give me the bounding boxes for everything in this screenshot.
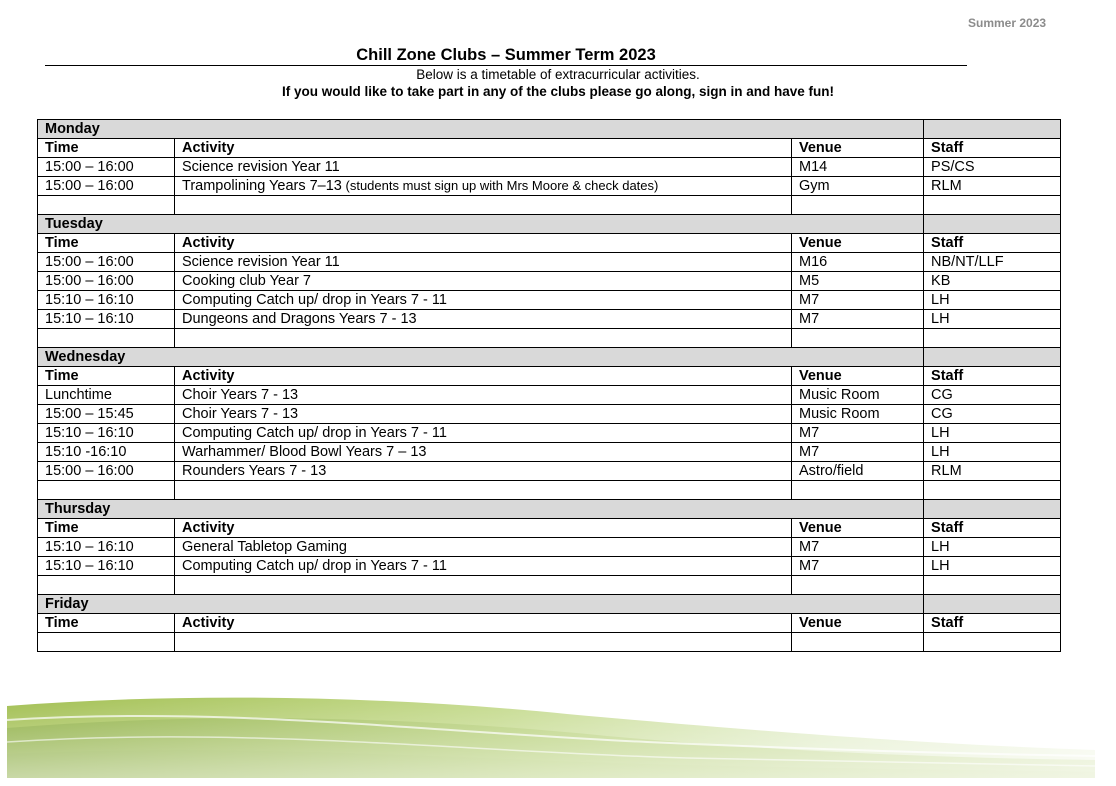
day-header-wednesday [38, 348, 1061, 367]
column-header-venue: Venue [792, 519, 924, 538]
time-cell: 15:10 – 16:10 [38, 557, 175, 576]
day-name: Monday [38, 120, 924, 139]
staff-cell: LH [924, 443, 1061, 462]
venue-cell: Music Room [792, 405, 924, 424]
staff-cell: KB [924, 272, 1061, 291]
time-cell: 15:00 – 16:00 [38, 158, 175, 177]
empty-row [38, 329, 1061, 348]
time-cell: Lunchtime [38, 386, 175, 405]
staff-cell: PS/CS [924, 158, 1061, 177]
instruction-text: If you would like to take part in any of the clubs please go along, sign in and have fun! [281, 84, 835, 99]
column-header-row [38, 614, 1061, 633]
table-row [38, 177, 1061, 196]
activity-cell: Choir Years 7 - 13 [175, 386, 792, 405]
column-header-staff: Staff [924, 139, 1061, 158]
time-cell: 15:00 – 16:00 [38, 177, 175, 196]
staff-cell: RLM [924, 177, 1061, 196]
column-header-time: Time [38, 139, 175, 158]
staff-cell: LH [924, 538, 1061, 557]
table-row [38, 424, 1061, 443]
column-header-venue: Venue [792, 139, 924, 158]
column-header-activity: Activity [175, 139, 792, 158]
time-cell: 15:10 – 16:10 [38, 538, 175, 557]
venue-cell: M7 [792, 424, 924, 443]
column-header-staff: Staff [924, 519, 1061, 538]
empty-row [38, 196, 1061, 215]
time-cell: 15:00 – 16:00 [38, 462, 175, 481]
header-tag: Summer 2023 [968, 16, 1047, 30]
column-header-time: Time [38, 519, 175, 538]
table-row [38, 538, 1061, 557]
time-cell: 15:10 -16:10 [38, 443, 175, 462]
venue-cell: M7 [792, 557, 924, 576]
activity-cell: General Tabletop Gaming [175, 538, 792, 557]
venue-cell: M14 [792, 158, 924, 177]
table-row [38, 253, 1061, 272]
empty-row [38, 576, 1061, 595]
column-header-time: Time [38, 367, 175, 386]
empty-row [38, 481, 1061, 500]
column-header-time: Time [38, 234, 175, 253]
column-header-venue: Venue [792, 367, 924, 386]
table-row [38, 386, 1061, 405]
activity-note: (students must sign up with Mrs Moore & check dates) [341, 178, 659, 193]
day-name: Thursday [38, 500, 924, 519]
activity-cell [175, 177, 792, 196]
activity-cell: Rounders Years 7 - 13 [175, 462, 792, 481]
day-header-monday [38, 120, 1061, 139]
time-cell: 15:10 – 16:10 [38, 310, 175, 329]
activity-cell: Cooking club Year 7 [175, 272, 792, 291]
day-name: Friday [38, 595, 924, 614]
venue-cell: M7 [792, 291, 924, 310]
timetable [37, 119, 1061, 652]
day-name: Tuesday [38, 215, 924, 234]
staff-cell: RLM [924, 462, 1061, 481]
table-row [38, 310, 1061, 329]
activity-cell: Science revision Year 11 [175, 253, 792, 272]
staff-cell: CG [924, 386, 1061, 405]
column-header-activity: Activity [175, 367, 792, 386]
staff-cell: LH [924, 424, 1061, 443]
table-row [38, 272, 1061, 291]
activity-cell: Science revision Year 11 [175, 158, 792, 177]
table-row [38, 443, 1061, 462]
column-header-staff: Staff [924, 234, 1061, 253]
activity-cell: Computing Catch up/ drop in Years 7 - 11 [175, 291, 792, 310]
time-cell: 15:00 – 16:00 [38, 253, 175, 272]
column-header-venue: Venue [792, 614, 924, 633]
activity-cell: Computing Catch up/ drop in Years 7 - 11 [175, 557, 792, 576]
day-header-thursday [38, 500, 1061, 519]
column-header-row [38, 367, 1061, 386]
time-cell: 15:00 – 16:00 [38, 272, 175, 291]
venue-cell: M7 [792, 443, 924, 462]
time-cell: 15:10 – 16:10 [38, 424, 175, 443]
venue-cell: M16 [792, 253, 924, 272]
column-header-activity: Activity [175, 519, 792, 538]
column-header-row [38, 234, 1061, 253]
activity-cell: Choir Years 7 - 13 [175, 405, 792, 424]
staff-cell: NB/NT/LLF [924, 253, 1061, 272]
page-subtitle: Below is a timetable of extracurricular activities. [416, 67, 700, 82]
venue-cell: M7 [792, 538, 924, 557]
venue-cell: M7 [792, 310, 924, 329]
column-header-activity: Activity [175, 234, 792, 253]
activity-text: Trampolining Years 7–13 [182, 178, 342, 194]
activity-cell: Dungeons and Dragons Years 7 - 13 [175, 310, 792, 329]
day-header-tuesday [38, 215, 1061, 234]
venue-cell: Astro/field [792, 462, 924, 481]
empty-row [38, 633, 1061, 652]
column-header-time: Time [38, 614, 175, 633]
table-row [38, 557, 1061, 576]
column-header-staff: Staff [924, 614, 1061, 633]
time-cell: 15:00 – 15:45 [38, 405, 175, 424]
column-header-row [38, 139, 1061, 158]
staff-cell: LH [924, 310, 1061, 329]
activity-cell: Warhammer/ Blood Bowl Years 7 – 13 [175, 443, 792, 462]
activity-cell: Computing Catch up/ drop in Years 7 - 11 [175, 424, 792, 443]
venue-cell: M5 [792, 272, 924, 291]
staff-cell: LH [924, 557, 1061, 576]
table-row [38, 291, 1061, 310]
venue-cell: Music Room [792, 386, 924, 405]
green-wave-decoration [7, 692, 1095, 778]
time-cell: 15:10 – 16:10 [38, 291, 175, 310]
table-row [38, 158, 1061, 177]
column-header-staff: Staff [924, 367, 1061, 386]
staff-cell: CG [924, 405, 1061, 424]
table-row [38, 462, 1061, 481]
venue-cell: Gym [792, 177, 924, 196]
column-header-row [38, 519, 1061, 538]
table-row [38, 405, 1061, 424]
page-title: Chill Zone Clubs – Summer Term 2023 [45, 45, 967, 66]
day-name: Wednesday [38, 348, 924, 367]
day-header-friday [38, 595, 1061, 614]
column-header-activity: Activity [175, 614, 792, 633]
staff-cell: LH [924, 291, 1061, 310]
column-header-venue: Venue [792, 234, 924, 253]
